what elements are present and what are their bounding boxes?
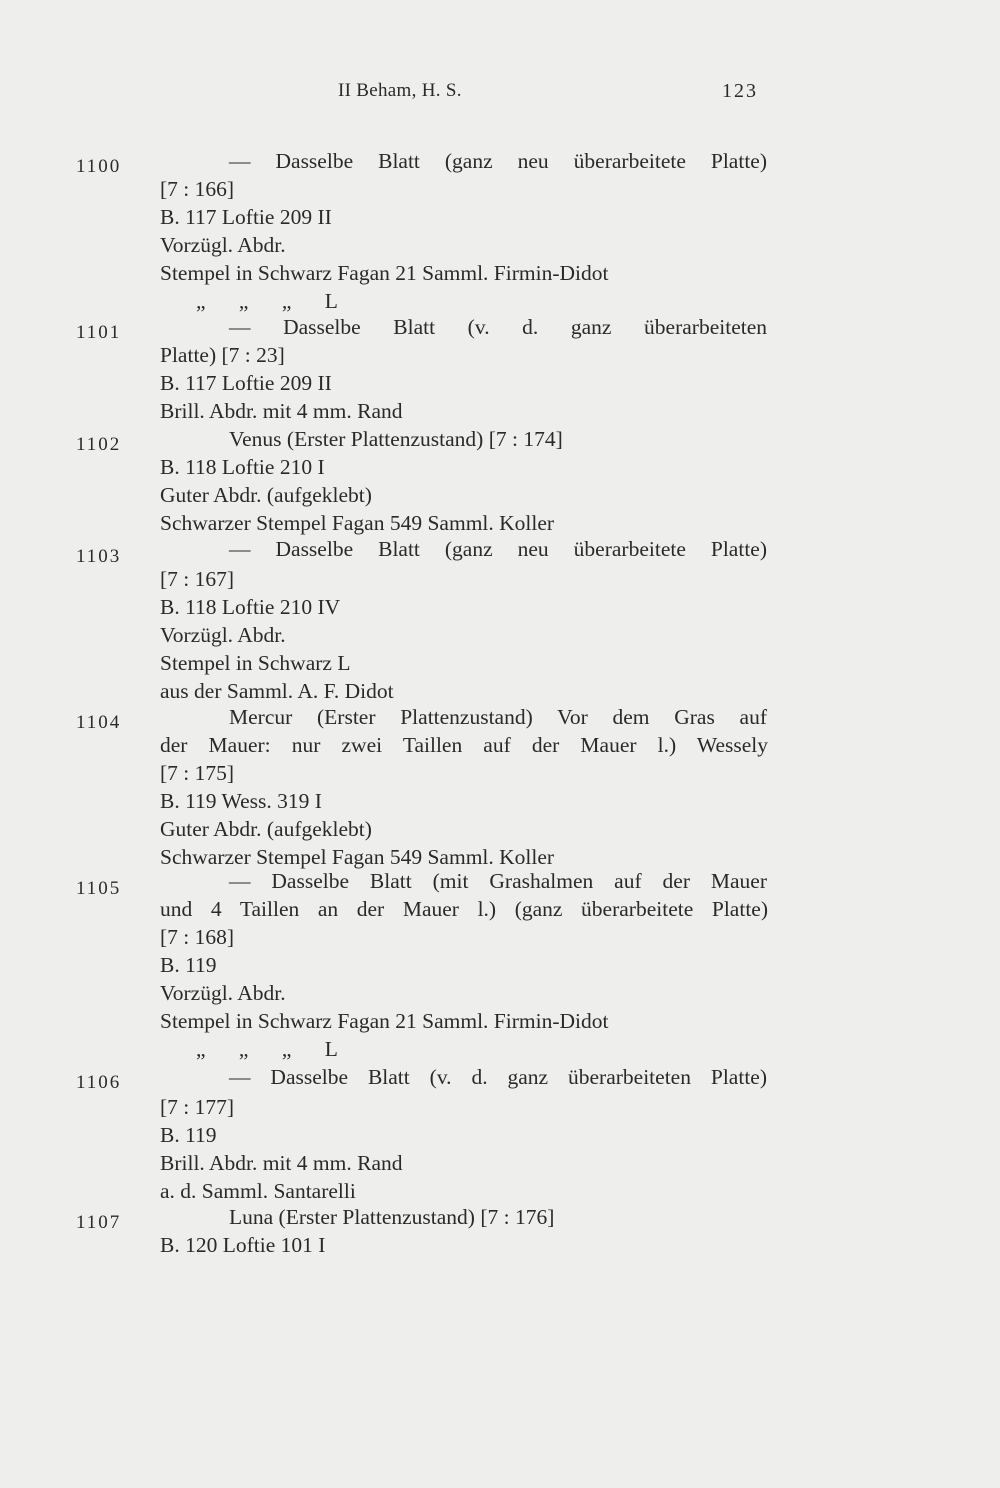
entry-line: B. 118 Loftie 210 I (160, 455, 325, 479)
entry-line: Stempel in Schwarz Fagan 21 Samml. Firmin-Didot (160, 1009, 609, 1033)
entry-line-ditto: „ „ „ L (196, 289, 338, 313)
entry-line: Brill. Abdr. mit 4 mm. Rand (160, 399, 403, 423)
entry-line: und 4 Taillen an der Mauer l.) (ganz überarbeitete Platte) (160, 897, 768, 921)
entry-line: — Dasselbe Blatt (v. d. ganz überarbeiteten (229, 315, 767, 339)
entry-number: 1102 (76, 434, 122, 455)
entry-line: [7 : 167] (160, 567, 235, 591)
entry-number: 1104 (76, 712, 122, 733)
entry-line: [7 : 175] (160, 761, 235, 785)
entry-line: Stempel in Schwarz L (160, 651, 351, 675)
entry-line: Mercur (Erster Plattenzustand) Vor dem Gras auf (229, 705, 767, 729)
entry-line: — Dasselbe Blatt (v. d. ganz überarbeiteten Platte) (229, 1065, 767, 1089)
entry-line: Guter Abdr. (aufgeklebt) (160, 483, 372, 507)
entry-line: B. 120 Loftie 101 I (160, 1233, 326, 1257)
entry-line: Stempel in Schwarz Fagan 21 Samml. Firmin-Didot (160, 261, 609, 285)
entry-line: — Dasselbe Blatt (ganz neu überarbeitete Platte) (229, 537, 767, 561)
running-head-title: II Beham, H. S. (338, 80, 462, 101)
entry-line: Schwarzer Stempel Fagan 549 Samml. Koller (160, 845, 555, 869)
entry-line: B. 119 (160, 953, 217, 977)
entry-line: Schwarzer Stempel Fagan 549 Samml. Koller (160, 511, 555, 535)
entry-line: B. 117 Loftie 209 II (160, 205, 332, 229)
entry-line: [7 : 168] (160, 925, 235, 949)
running-head (0, 80, 1000, 110)
entry-line: Guter Abdr. (aufgeklebt) (160, 817, 372, 841)
entry-line: Vorzügl. Abdr. (160, 233, 286, 257)
entry-line: Platte) [7 : 23] (160, 343, 285, 367)
entry-number: 1103 (76, 546, 122, 567)
entry-line: Vorzügl. Abdr. (160, 623, 286, 647)
entry-line: Vorzügl. Abdr. (160, 981, 286, 1005)
entry-line: B. 119 (160, 1123, 217, 1147)
entry-line: — Dasselbe Blatt (mit Grashalmen auf der Mauer (229, 869, 767, 893)
entry-number: 1106 (76, 1072, 122, 1093)
entry-line: — Dasselbe Blatt (ganz neu überarbeitete Platte) (229, 149, 767, 173)
entry-line: der Mauer: nur zwei Taillen auf der Mauer l.) Wessely (160, 733, 768, 757)
entry-line: aus der Samml. A. F. Didot (160, 679, 394, 703)
entry-number: 1101 (76, 322, 122, 343)
entry-number: 1105 (76, 878, 122, 899)
entry-line: [7 : 177] (160, 1095, 235, 1119)
entry-line-ditto: „ „ „ L (196, 1037, 338, 1061)
entry-line: B. 118 Loftie 210 IV (160, 595, 341, 619)
entry-number: 1107 (76, 1212, 122, 1233)
entry-line: Brill. Abdr. mit 4 mm. Rand (160, 1151, 403, 1175)
entry-line: Luna (Erster Plattenzustand) [7 : 176] (229, 1205, 555, 1229)
entry-line: B. 117 Loftie 209 II (160, 371, 332, 395)
entry-line: [7 : 166] (160, 177, 235, 201)
entry-line: B. 119 Wess. 319 I (160, 789, 322, 813)
entry-line: a. d. Samml. Santarelli (160, 1179, 356, 1203)
entry-number: 1100 (76, 156, 122, 177)
entry-line: Venus (Erster Plattenzustand) [7 : 174] (229, 427, 563, 451)
page-number: 123 (722, 80, 758, 102)
